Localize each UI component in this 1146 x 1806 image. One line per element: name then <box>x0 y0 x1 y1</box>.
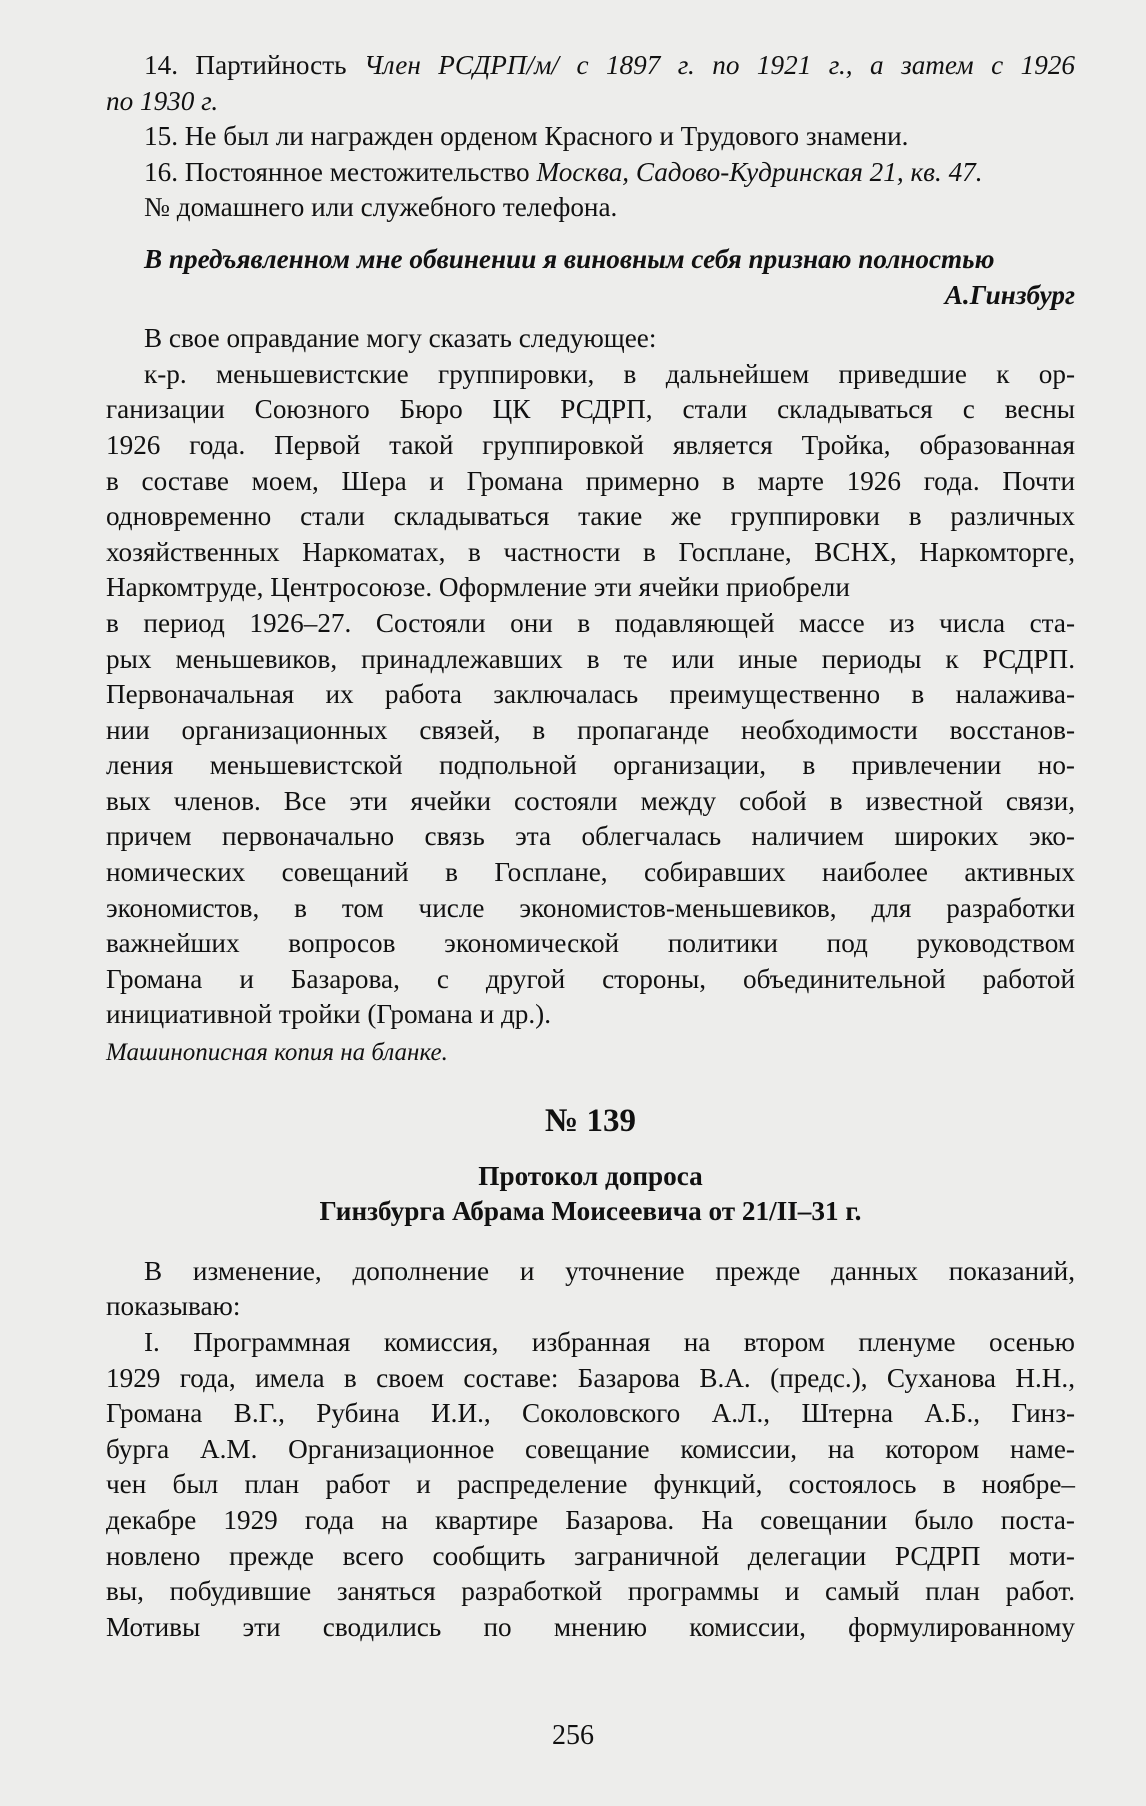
confession-statement: В предъявленном мне обвинении я виновным себя признаю полностью <box>144 243 995 274</box>
form-item-residence <box>106 155 1075 191</box>
party-label: 14. Партийность <box>144 50 347 80</box>
protocol-line: Мотивы эти сводились по мнению комиссии, формулированному <box>106 1611 1075 1642</box>
page-number: 256 <box>552 1720 594 1751</box>
testimony-line: ления меньшевистской подпольной организации, в привлечении но- <box>106 750 1075 781</box>
testimony-line: рых меньшевиков, принадлежавших в те или иные периоды к РСДРП. <box>106 643 1075 674</box>
testimony-line: к-р. меньшевистские группировки, в дальнейшем приведшие к ор- <box>144 358 1075 389</box>
document-title: Протокол допроса <box>478 1160 703 1191</box>
testimony-line: нии организационных связей, в пропаганде необходимости восстанов- <box>106 714 1075 745</box>
testimony-line: Громана и Базарова, с другой стороны, объединительной работой <box>106 963 1075 994</box>
testimony-line: экономистов, в том числе экономистов-меньшевиков, для разработки <box>106 892 1075 923</box>
protocol-line: Громана В.Г., Рубина И.И., Соколовского А.Л., Штерна А.Б., Гинз- <box>106 1398 1075 1429</box>
testimony-paragraph <box>106 321 1075 1033</box>
document-subtitle: Гинзбурга Абрама Моисеевича от 21/II–31 г. <box>319 1196 862 1227</box>
testimony-line: в составе моем, Шера и Громана примерно в марте 1926 года. Почти <box>106 465 1075 496</box>
source-note: Машинописная копия на бланке. <box>106 1039 448 1067</box>
testimony-line: Первоначальная их работа заключалась преимущественно в налажива- <box>106 679 1075 710</box>
residence-label: 16. Постоянное местожительство <box>144 156 530 187</box>
testimony-line: номических совещаний в Госплане, собиравших наиболее активных <box>106 857 1075 888</box>
protocol-line: бурга А.М. Организационное совещание комиссии, на котором наме- <box>106 1433 1075 1464</box>
party-value: Член РСДРП/м/ с 1897 г. по 1921 г., а затем с 1926 <box>363 50 1076 80</box>
form-item-party <box>106 48 1075 84</box>
residence-value: Москва, Садово-Кудринская 21, кв. 47. <box>536 156 983 187</box>
protocol-line: чен был план работ и распределение функций, состоялось в ноябре– <box>106 1469 1075 1500</box>
form-item-awards: 15. Не был ли награжден орденом Красного и Трудового знамени. <box>144 121 909 152</box>
testimony-line: хозяйственных Наркоматах, в частности в Госплане, ВСНХ, Наркомторге, Наркомтруде, Центросоюзе. Оформление эти ячейки приобрели <box>106 536 1075 603</box>
protocol-line: вы, побудившие заняться разработкой программы и самый план работ. <box>106 1576 1075 1607</box>
testimony-line: важнейших вопросов экономической политики под руководством <box>106 928 1075 959</box>
protocol-line: декабре 1929 года на квартире Базарова. На совещании было поста- <box>106 1504 1075 1535</box>
testimony-line: инициативной тройки (Громана и др.). <box>106 999 552 1030</box>
protocol-line: I. Программная комиссия, избранная на втором пленуме осенью <box>144 1327 1075 1357</box>
testimony-line: в период 1926–27. Состояли они в подавляющей массе из числа ста- <box>106 607 1075 638</box>
testimony-line: В свое оправдание могу сказать следующее: <box>144 323 657 354</box>
testimony-line: вых членов. Все эти ячейки состояли между собой в известной связи, <box>106 785 1075 816</box>
testimony-line: причем первоначально связь эта облегчалась наличием широких эко- <box>106 821 1075 852</box>
form-item-party-cont: по 1930 г. <box>106 85 219 116</box>
document-number: № 139 <box>545 1102 636 1139</box>
text-column <box>106 0 1075 1645</box>
protocol-line: показываю: <box>106 1291 241 1322</box>
protocol-line: В изменение, дополнение и уточнение прежде данных показаний, <box>144 1255 1075 1286</box>
testimony-line: 1926 года. Первой такой группировкой является Тройка, образованная <box>106 429 1075 460</box>
protocol-line: новлено прежде всего сообщить заграничной делегации РСДРП моти- <box>106 1540 1075 1571</box>
confession-signature: А.Гинзбург <box>944 279 1075 310</box>
testimony-line: ганизации Союзного Бюро ЦК РСДРП, стали складываться с весны <box>106 394 1075 425</box>
protocol-paragraph <box>106 1254 1075 1646</box>
form-item-phone: № домашнего или служебного телефона. <box>144 192 618 223</box>
testimony-line: одновременно стали складываться такие же группировки в различных <box>106 501 1075 532</box>
protocol-line: 1929 года, имела в своем составе: Базарова В.А. (предс.), Суханова Н.Н., <box>106 1362 1075 1393</box>
